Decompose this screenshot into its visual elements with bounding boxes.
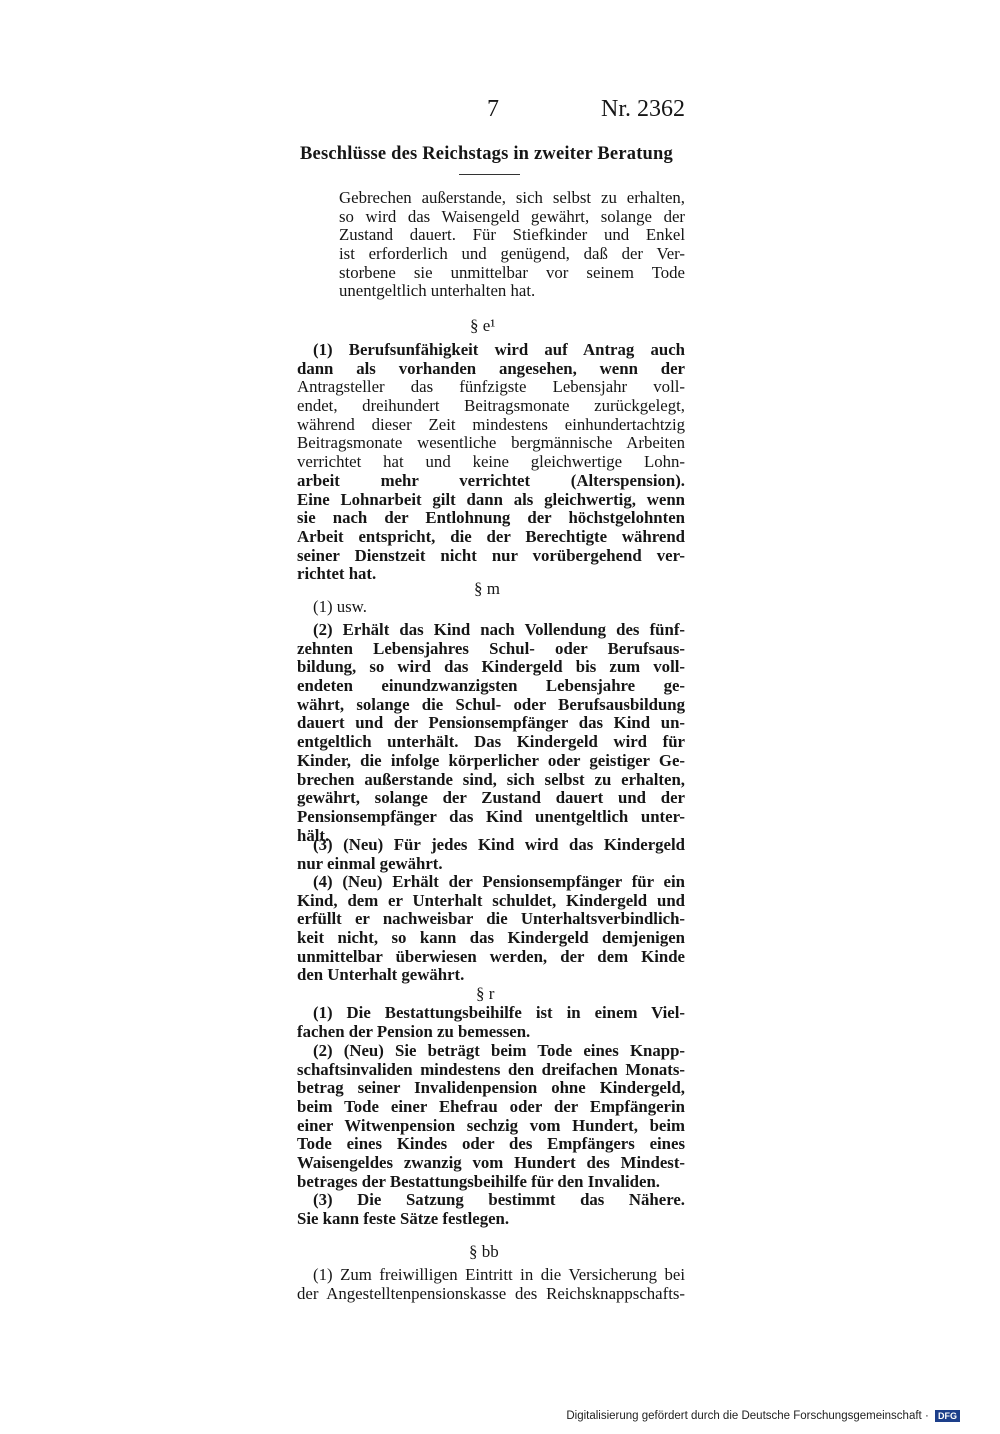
dfg-logo: DFG [935,1410,960,1422]
text-line: Eine Lohnarbeit gilt dann als gleichwertig, wenn [297,489,685,509]
text-line: (4) (Neu) Erhält der Pensionsempfänger für ein [313,872,685,891]
text-line: dann als vorhanden angesehen, wenn der [297,358,685,378]
text-line: dauert und der Pensionsempfänger das Kind un- [297,713,685,733]
text-line: (1) usw. [313,597,367,616]
text-line: ist erforderlich und genügend, daß der Ver- [339,244,685,264]
heading-divider [459,174,520,175]
text-line: schaftsinvaliden mindestens den dreifachen Monats- [297,1059,685,1079]
text-line: gewährt, solange der Zustand dauert und der [297,788,685,808]
text-line: endeten einundzwanzigsten Lebensjahre ge- [297,676,685,696]
text-line: Kinder, die infolge körperlicher oder geistiger Ge- [297,750,685,770]
text-line: betrages der Bestattungsbeihilfe für den Invaliden. [297,1171,660,1191]
text-line: entgeltlich unterhält. Das Kindergeld wird für [297,732,685,752]
section-bb-paragraph [297,1266,685,1303]
text-line: während dieser Zeit mindestens einhundertachtzig [297,414,685,434]
section-r-paragraph-2 [297,1042,685,1192]
text-line: Pensionsempfänger das Kind unentgeltlich unter- [297,806,685,826]
section-e1-paragraph [297,341,685,584]
section-m-paragraph-3 [297,836,685,873]
text-line: fachen der Pension zu bemessen. [297,1021,531,1041]
text-line: Arbeit entspricht, die der Berechtigte während [297,526,685,546]
text-line: Tode eines Kindes oder des Empfängers eines [297,1134,685,1154]
text-line: bildung, so wird das Kindergeld bis zum voll- [297,657,685,677]
text-line: seiner Dienstzeit nicht nur vorübergehend ver- [297,545,685,565]
text-line: beim Tode einer Ehefrau oder der Empfängerin [297,1097,685,1117]
text-line: unentgeltlich unterhalten hat. [339,281,536,301]
text-line: betrag seiner Invalidenpension ohne Kindergeld, [297,1078,685,1098]
text-line: (1) Zum freiwilligen Eintritt in die Versicherung bei [313,1265,685,1284]
text-line: zehnten Lebensjahres Schul- oder Berufsaus- [297,638,685,658]
text-line: (3) Die Satzung bestimmt das Nähere. [313,1190,685,1209]
text-line: arbeit mehr verrichtet (Alterspension). [297,470,685,490]
footer-separator: · [924,1410,929,1423]
text-line: der Angestelltenpensionskasse des Reichsknappschafts- [297,1283,685,1303]
document-number: Nr. 2362 [601,96,685,122]
page-heading: Beschlüsse des Reichstags in zweiter Beratung [300,144,673,164]
text-line: einer Witwenpension sechzig vom Hundert, beim [297,1115,685,1135]
digitization-footer [566,1410,960,1422]
text-line: (1) Die Bestattungsbeihilfe ist in einem Viel- [313,1003,685,1022]
text-line: den Unterhalt gewährt. [297,965,465,985]
text-line: endet, dreihundert Beitragsmonate zurückgelegt, [297,396,685,416]
text-line: Zustand dauert. Für Stiefkinder und Enkel [339,225,685,245]
text-line: Waisengeldes zwanzig vom Hundert des Mindest- [297,1153,685,1173]
page-number: 7 [487,96,499,122]
section-r-paragraph-3 [297,1191,685,1228]
text-line: hält. [297,825,330,845]
footer-text: Digitalisierung gefördert durch die Deutsche Forschungsgemeinschaft [566,1410,922,1423]
text-line: nur einmal gewährt. [297,853,443,873]
text-line: verrichtet hat und keine gleichwertige Lohn- [297,452,685,472]
text-line: (2) Erhält das Kind nach Vollendung des fünf- [313,620,685,639]
text-line: richtet hat. [297,564,377,584]
section-m-paragraph-2 [297,621,685,845]
text-line: Kind, dem er Unterhalt schuldet, Kindergeld und [297,890,685,910]
section-r-paragraph-1 [297,1004,685,1041]
section-heading-r: § r [476,984,495,1003]
section-m-paragraph-4 [297,873,685,985]
section-heading-m: § m [474,579,500,598]
section-heading-e1: § e¹ [470,316,496,335]
text-line: (2) (Neu) Sie beträgt beim Tode eines Knapp- [313,1041,685,1060]
intro-paragraph [297,189,685,301]
text-line: keit nicht, so kann das Kindergeld demjenigen [297,928,685,948]
text-line: währt, solange die Schul- oder Berufsausbildung [297,694,685,714]
text-line: (3) (Neu) Für jedes Kind wird das Kindergeld [313,835,685,854]
text-line: Beitragsmonate wesentliche bergmännische Arbeiten [297,433,685,453]
text-line: (1) Berufsunfähigkeit wird auf Antrag auch [313,340,685,359]
section-heading-bb: § bb [469,1242,499,1261]
text-line: Gebrechen außerstande, sich selbst zu erhalten, [339,188,685,207]
text-line: erfüllt er nachweisbar die Unterhaltsverbindlich- [297,909,685,929]
section-m-paragraph-1 [297,598,685,617]
text-line: brechen außerstande sind, sich selbst zu erhalten, [297,769,685,789]
text-line: storbene sie unmittelbar vor seinem Tode [339,262,685,282]
text-line: sie nach der Entlohnung der höchstgelohnten [297,508,685,528]
text-line: Antragsteller das fünfzigste Lebensjahr voll- [297,377,685,397]
text-line: Sie kann feste Sätze festlegen. [297,1208,510,1228]
text-line: so wird das Waisengeld gewährt, solange der [339,206,685,226]
text-line: unmittelbar überwiesen werden, der dem Kinde [297,946,685,966]
